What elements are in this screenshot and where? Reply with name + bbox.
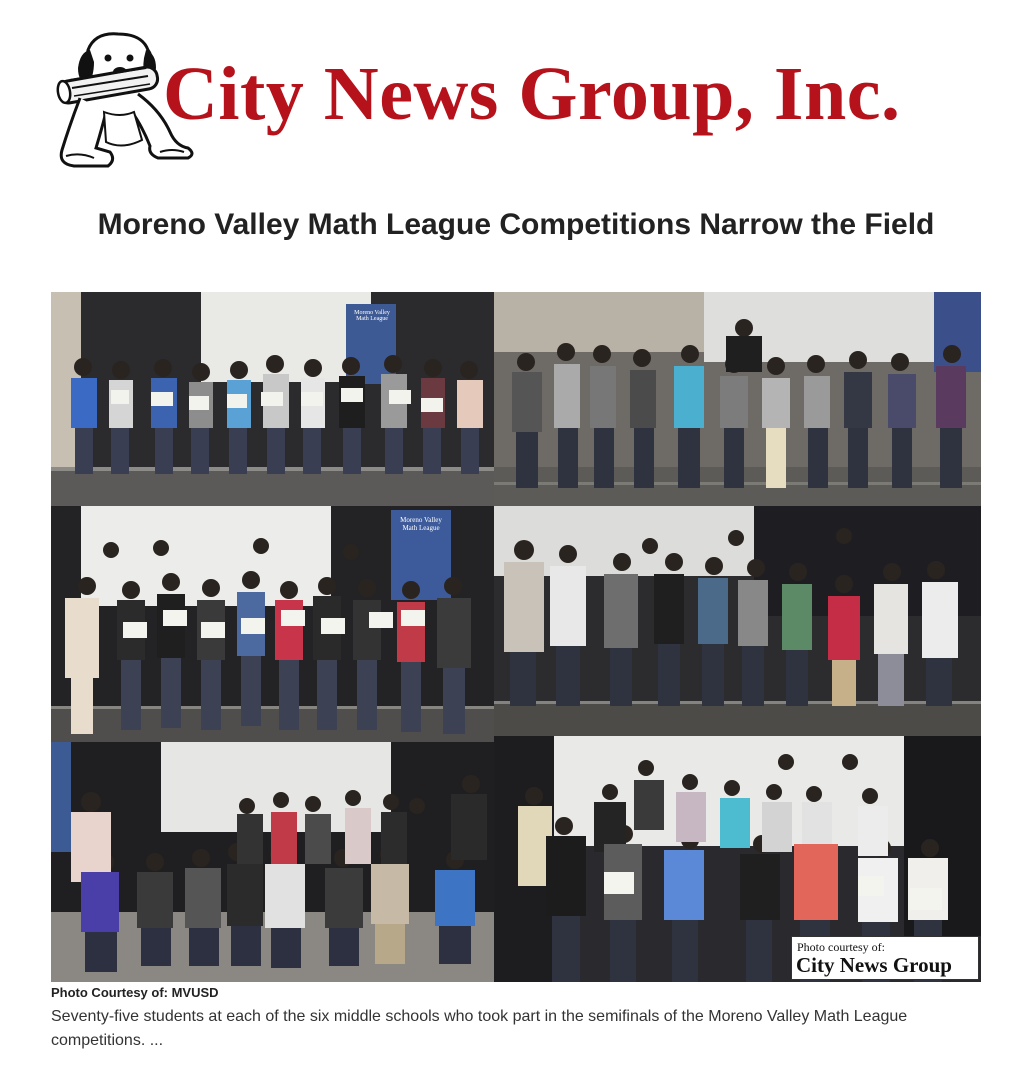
photo-credit-overlay xyxy=(791,936,979,980)
collage-photo-5 xyxy=(51,742,494,982)
collage-photo-6 xyxy=(494,736,981,982)
overlay-credit-name: City News Group xyxy=(796,953,952,977)
collage-photo-2 xyxy=(494,292,981,506)
collage-photo-1 xyxy=(51,292,494,506)
collage-photo-4 xyxy=(494,506,981,736)
article-headline: Moreno Valley Math League Competitions Narrow the Field xyxy=(97,208,935,241)
brand-name: City News Group, Inc. xyxy=(163,52,901,136)
article-summary: Seventy-five students at each of the six middle schools who took part in the semifinals of the Moreno Valley Math League competitions. ... xyxy=(51,1008,908,1049)
collage-photo-3 xyxy=(51,506,494,742)
photo-collage xyxy=(51,292,981,982)
photo-credit: Photo Courtesy of: MVUSD xyxy=(51,985,219,1000)
banner-text: Moreno Valley Math League xyxy=(400,516,442,532)
masthead xyxy=(50,28,980,178)
banner-text: Moreno Valley Math League xyxy=(354,310,390,322)
overlay-credit-label: Photo courtesy of: xyxy=(797,940,885,954)
